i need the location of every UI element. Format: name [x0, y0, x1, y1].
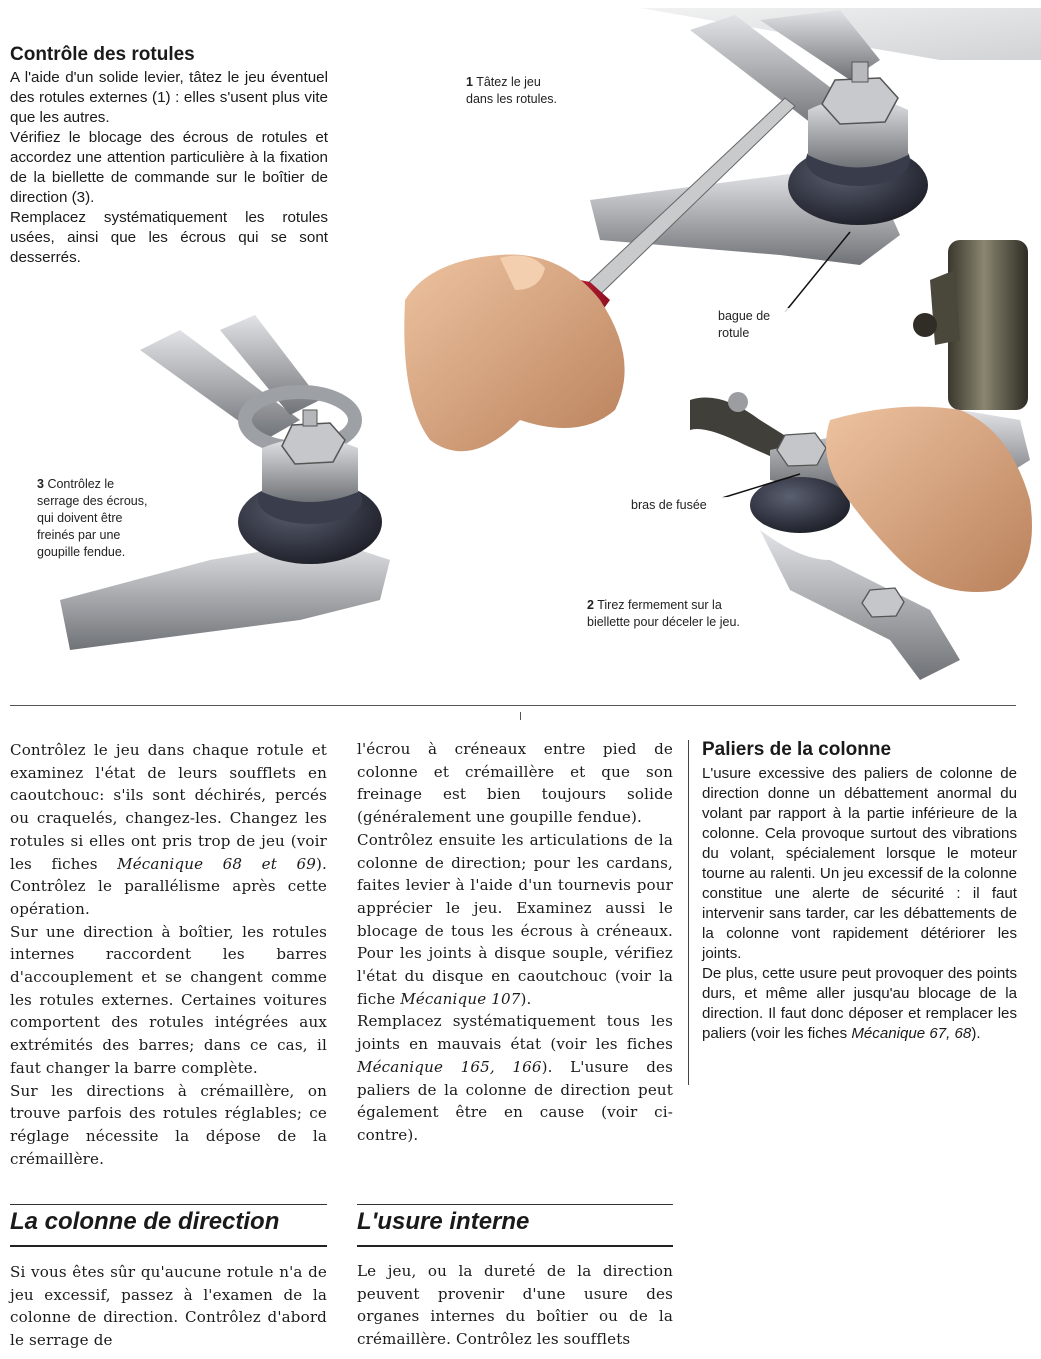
column-heading: La colonne de direction [10, 1208, 280, 1235]
body-paragraph: Contrôlez ensuite les articulations de la colonne de direction; pour les cardans, faites levier à l'aide d'un tournevis pour apprécier le jeu. Examinez aussi le blocage de tous les écrous à créneaux. Pour les joints à disque souple, vérifiez l'état du disque en caoutchouc (voir la fiche Mécanique 107). [357, 830, 673, 1008]
body-paragraph: L'usure excessive des paliers de colonne de direction donne un débattement anormal du volant par rapport à la partie inférieure de la colonne. Cela provoque surtout des vibrations du volant, spécialement lorsque le moteur tourne au ralenti. Un jeu excessif de la colonne constitue une alerte de sécurité : il faut intervenir sans tarder, car les débattements de la colonne vont rapidement détériorer les joints. [702, 765, 1017, 962]
reference-link-text: Mécanique 107 [400, 989, 521, 1008]
reference-link-text: Mécanique 165, 166 [357, 1057, 542, 1076]
heading-rule [357, 1204, 673, 1205]
label-bague: bague de rotule [718, 308, 798, 342]
caption-3: 3 Contrôlez le serrage des écrous, qui doivent être freinés par une goupille fendue. [37, 476, 159, 561]
section-title: Contrôle des rotules [10, 44, 195, 65]
column-2-continued [357, 1260, 673, 1351]
caption-number: 3 [37, 477, 44, 491]
reference-link-text: Mécanique 68 et 69 [117, 854, 316, 873]
body-paragraph: Si vous êtes sûr qu'aucune rotule n'a de jeu excessif, passez à l'examen de la colonne de direction. Contrôlez d'abord le serrage de [10, 1263, 327, 1350]
divider-tick [520, 712, 521, 720]
heading-rule [357, 1245, 673, 1247]
section-divider [10, 705, 1016, 706]
heading-rule [10, 1204, 327, 1205]
body-paragraph: l'écrou à créneaux entre pied de colonne et crémaillère et que son freinage est bien toujours solide (généralement une goupille fendue). [357, 740, 673, 827]
column-heading: L'usure interne [357, 1208, 530, 1235]
body-paragraph: Sur les directions à crémaillère, on trouve parfois des rotules réglables; ce réglage nécessite la dépose de la crémaillère. [10, 1081, 327, 1168]
column-3 [702, 739, 1017, 1044]
intro-paragraph: Remplacez systématiquement les rotules usées, ainsi que les écrous qui se sont desserrés. [10, 209, 328, 266]
body-paragraph: Le jeu, ou la dureté de la direction peuvent provenir d'une usure des organes internes du boîtier ou de la crémaillère. Contrôlez les soufflets [357, 1262, 673, 1349]
body-paragraph: De plus, cette usure peut provoquer des points durs, et même aller jusqu'au blocage de la direction. Il faut donc déposer et remplacer les paliers (voir les fiches Mécanique 67, 68). [702, 965, 1017, 1042]
label-bras: bras de fusée [631, 497, 731, 514]
column-separator [688, 740, 689, 1085]
column-heading: Paliers de la colonne [702, 739, 892, 760]
caption-2: 2 Tirez fermement sur la biellette pour déceler le jeu. [587, 597, 767, 631]
column-1 [10, 739, 327, 1170]
caption-number: 2 [587, 598, 594, 612]
body-paragraph: Sur une direction à boîtier, les rotules internes raccordent les barres d'accouplement et se changent comme les rotules externes. Certaines voitures comportent des rotules intégrées aux extrémités des barres; dans ce cas, il faut changer la barre complète. [10, 922, 327, 1077]
heading-rule [10, 1245, 327, 1247]
reference-link-text: Mécanique 67, 68 [851, 1025, 972, 1042]
intro-paragraph: A l'aide d'un solide levier, tâtez le jeu éventuel des rotules externes (1) : elles s'usent plus vite que les autres. [10, 69, 328, 126]
intro-paragraph: Vérifiez le blocage des écrous de rotules et accordez une attention particulière à la fixation de la biellette de commande sur le boîtier de direction (3). [10, 129, 328, 206]
body-paragraph: Contrôlez le jeu dans chaque rotule et examinez l'état de leurs soufflets en caoutchouc: s'ils sont déchirés, percés ou craquelés, changez-les. Changez les rotules si elles ont pris trop de jeu (voir les fiches Mécanique 68 et 69). Contrôlez le parallélisme après cette opération. [10, 741, 327, 918]
caption-number: 1 [466, 75, 473, 89]
caption-1: 1 Tâtez le jeu dans les rotules. [466, 75, 558, 106]
column-3-text [702, 764, 1017, 1044]
column-2 [357, 738, 673, 1147]
column-1-continued [10, 1261, 327, 1352]
body-paragraph: Remplacez systématiquement tous les joints en mauvais état (voir les fiches Mécanique 165, 166). L'usure des paliers de la colonne de direction peut également être en cause (voir ci-contre). [357, 1012, 673, 1144]
